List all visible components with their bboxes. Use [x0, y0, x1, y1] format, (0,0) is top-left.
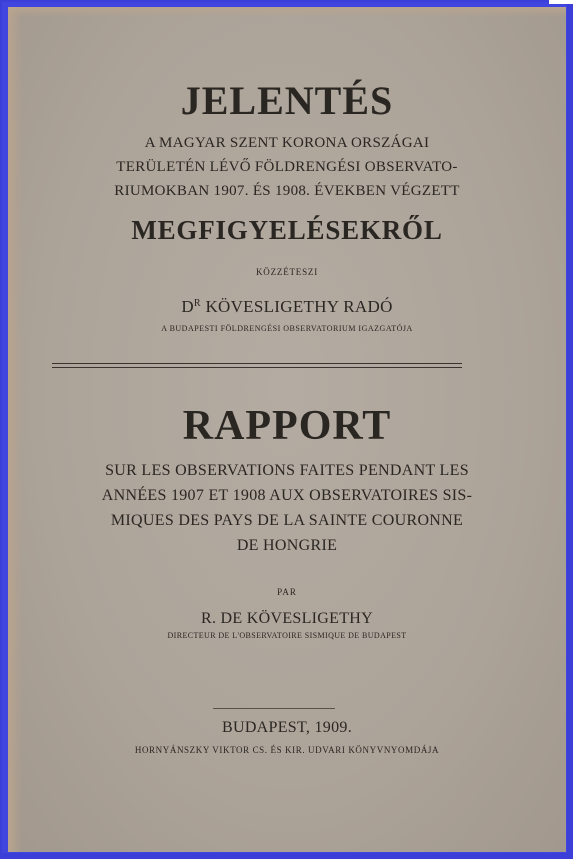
imprint-place-year: BUDAPEST, 1909.: [222, 719, 352, 736]
hungarian-title: JELENTÉS: [180, 78, 394, 123]
corner-mark: [549, 0, 573, 4]
hungarian-subtitle-emphasis: MEGFIGYELÉSEKRŐL: [131, 215, 443, 245]
french-title: RAPPORT: [182, 403, 392, 449]
hungarian-published-by: KÖZZÉTESZI: [256, 267, 318, 277]
author-prefix-superscript: R: [193, 298, 201, 309]
hungarian-author: [8, 297, 566, 317]
french-subtitle-line-3: MIQUES DES PAYS DE LA SAINTE COURONNE: [110, 512, 464, 529]
author-name: KÖVESLIGETHY RADÓ: [200, 297, 393, 316]
section-divider: [52, 363, 462, 368]
author-prefix: D: [181, 297, 194, 316]
document-cover: [8, 7, 566, 852]
french-subtitle-line-2: ANNÉES 1907 ET 1908 AUX OBSERVATOIRES SIS-: [101, 487, 473, 504]
french-subtitle-line-1: SUR LES OBSERVATIONS FAITES PENDANT LES: [105, 462, 469, 479]
french-author: R. DE KÖVESLIGETHY: [200, 610, 374, 627]
hungarian-subtitle-line-2: TERÜLETÉN LÉVŐ FÖLDRENGÉSI OBSERVATO-: [116, 159, 458, 175]
hungarian-author-role: A BUDAPESTI FÖLDRENGÉSI OBSERVATORIUM IGAZGATÓJA: [161, 324, 413, 333]
hungarian-subtitle-line-1: A MAGYAR SZENT KORONA ORSZÁGAI: [144, 135, 430, 151]
french-subtitle-line-4: DE HONGRIE: [236, 537, 338, 554]
imprint-printer: HORNYÁNSZKY VIKTOR CS. ÉS KIR. UDVARI KÖNYVNYOMDÁJA: [134, 745, 440, 755]
french-by: PAR: [277, 587, 297, 597]
hungarian-subtitle-line-3: RIUMOKBAN 1907. ÉS 1908. ÉVEKBEN VÉGZETT: [114, 183, 460, 199]
french-author-role: DIRECTEUR DE L'OBSERVATOIRE SISMIQUE DE BUDAPEST: [167, 631, 407, 640]
imprint-divider: [213, 708, 335, 709]
